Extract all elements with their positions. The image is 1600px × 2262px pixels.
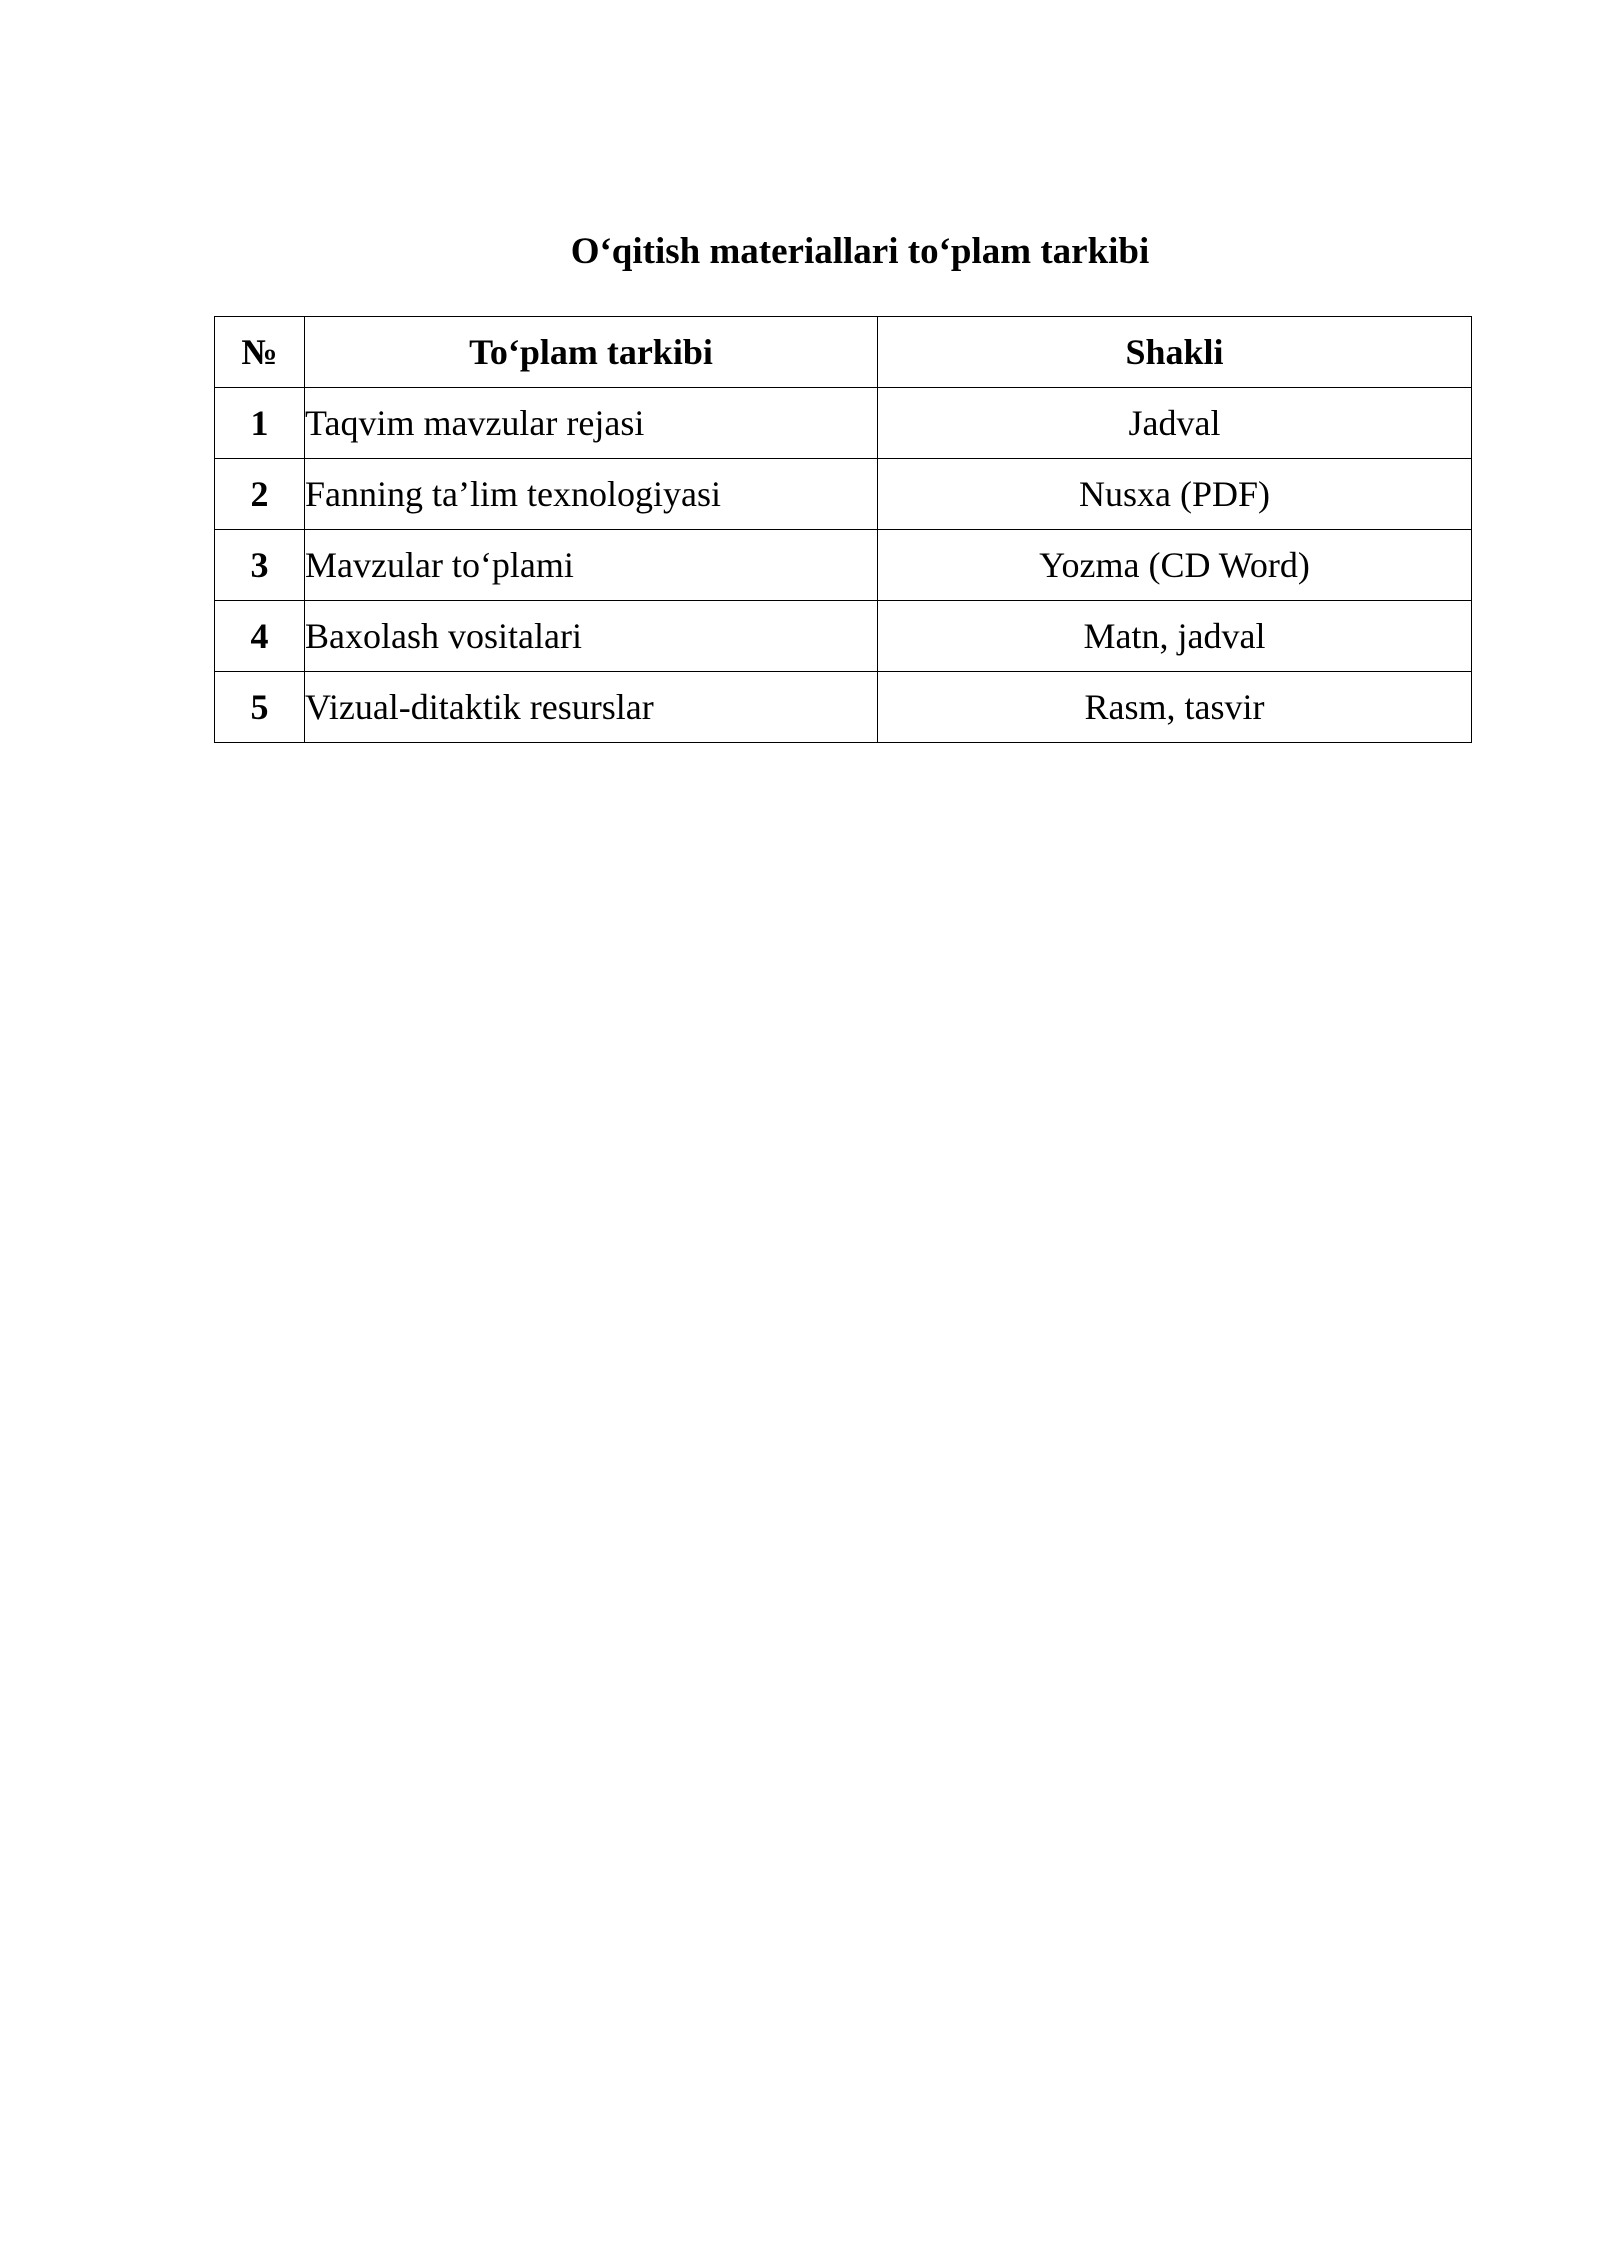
- row-number: 1: [215, 388, 305, 459]
- table-row: [215, 530, 1472, 601]
- table-row: [215, 672, 1472, 743]
- row-content: Fanning ta’lim texnologiyasi: [305, 459, 878, 530]
- row-form: Yozma (CD Word): [878, 530, 1472, 601]
- table-row: [215, 388, 1472, 459]
- row-number: 2: [215, 459, 305, 530]
- row-content: Taqvim mavzular rejasi: [305, 388, 878, 459]
- table-row: [215, 459, 1472, 530]
- row-content: Mavzular to‘plami: [305, 530, 878, 601]
- page-title: O‘qitish materiallari to‘plam tarkibi: [570, 231, 1150, 272]
- row-number: 3: [215, 530, 305, 601]
- row-form: Rasm, tasvir: [878, 672, 1472, 743]
- header-content: To‘plam tarkibi: [305, 317, 878, 388]
- row-number: 4: [215, 601, 305, 672]
- materials-table: [214, 316, 1472, 743]
- row-form: Nusxa (PDF): [878, 459, 1472, 530]
- table-row: [215, 601, 1472, 672]
- row-form: Jadval: [878, 388, 1472, 459]
- header-number: №: [215, 317, 305, 388]
- table-header-row: [215, 317, 1472, 388]
- row-content: Vizual-ditaktik resurslar: [305, 672, 878, 743]
- row-form: Matn, jadval: [878, 601, 1472, 672]
- header-form: Shakli: [878, 317, 1472, 388]
- row-content: Baxolash vositalari: [305, 601, 878, 672]
- row-number: 5: [215, 672, 305, 743]
